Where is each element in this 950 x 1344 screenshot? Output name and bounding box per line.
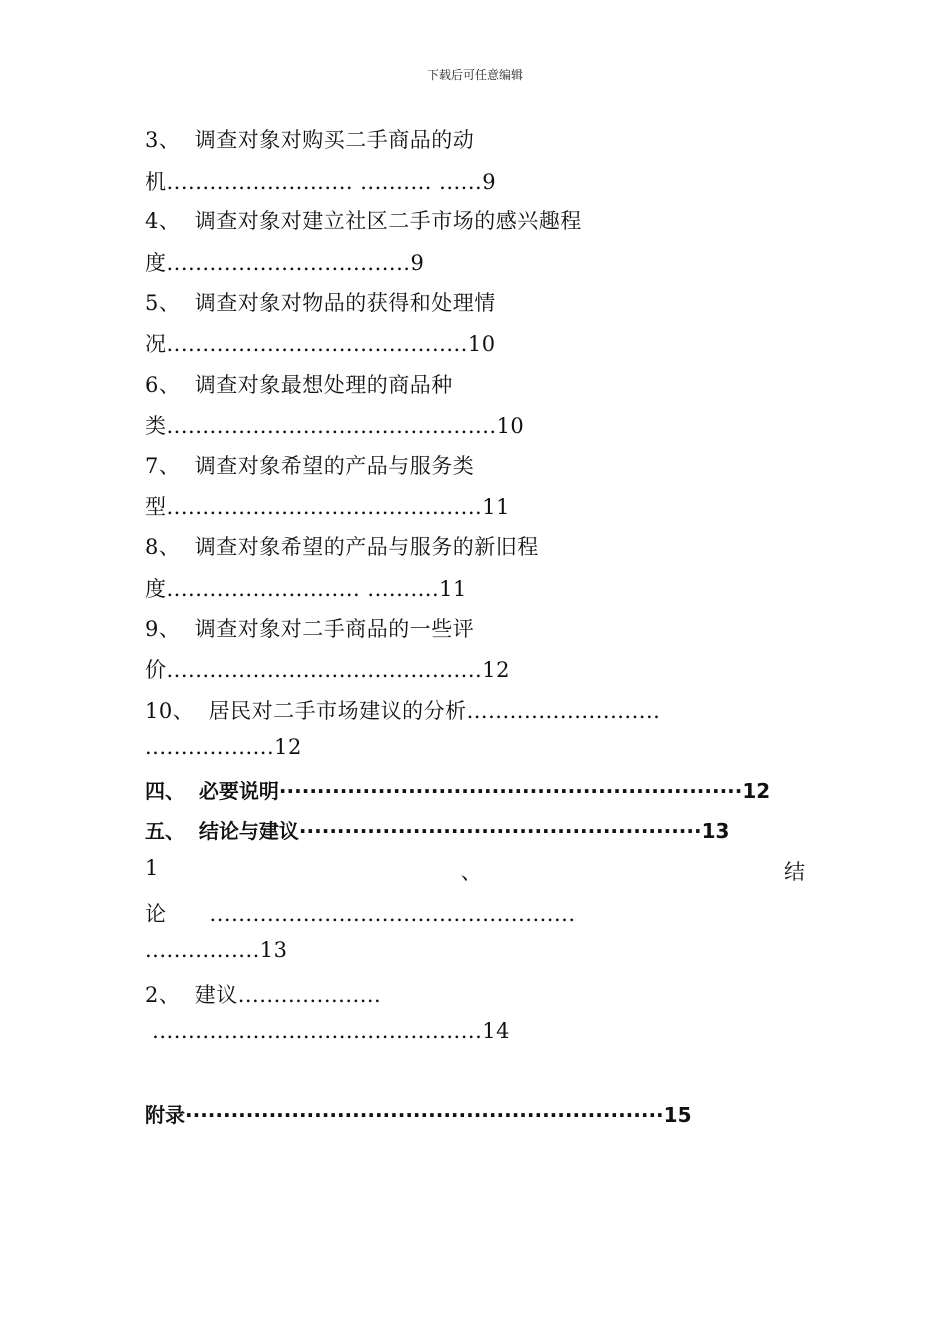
toc-entry[interactable]: 7、 调查对象希望的产品与服务类 bbox=[145, 454, 475, 478]
toc-entry[interactable]: 五、 结论与建议·····················································13 bbox=[145, 819, 730, 843]
toc-entry[interactable]: 9、 调查对象对二手商品的一些评 bbox=[145, 617, 475, 641]
toc-entry[interactable]: 型............................................11 bbox=[145, 495, 510, 519]
toc-entry[interactable]: ................13 bbox=[145, 938, 288, 962]
toc-entry[interactable]: 论 ................................................... bbox=[145, 902, 576, 926]
toc-entry[interactable]: 度........................... ..........11 bbox=[145, 577, 467, 601]
toc-entry-spread[interactable] bbox=[145, 856, 805, 886]
toc-entry[interactable]: 价............................................12 bbox=[145, 658, 510, 682]
toc-entry[interactable]: 5、 调查对象对物品的获得和处理情 bbox=[145, 291, 496, 315]
toc-entry[interactable]: 况..........................................10 bbox=[145, 332, 496, 356]
toc-separator: 、 bbox=[460, 860, 482, 884]
toc-entry[interactable]: ..............................................14 bbox=[145, 1019, 510, 1043]
toc-entry[interactable]: 2、 建议.................... bbox=[145, 983, 382, 1007]
toc-entry[interactable]: 6、 调查对象最想处理的商品种 bbox=[145, 373, 453, 397]
toc-entry[interactable]: 机.......................... .......... ......9 bbox=[145, 170, 497, 194]
toc-entry[interactable]: 类..............................................10 bbox=[145, 414, 525, 438]
page-header: 下载后可任意编辑 bbox=[426, 68, 523, 82]
toc-entry[interactable]: 4、 调查对象对建立社区二手市场的感兴趣程 bbox=[145, 209, 582, 233]
toc-entry[interactable]: 度..................................9 bbox=[145, 251, 425, 275]
toc-number: 1 bbox=[145, 856, 159, 880]
toc-entry[interactable]: 3、 调查对象对购买二手商品的动 bbox=[145, 128, 475, 152]
toc-title-start: 结 bbox=[784, 860, 805, 884]
toc-entry[interactable]: ..................12 bbox=[145, 735, 302, 759]
toc-entry[interactable]: 10、 居民对二手市场建议的分析........................... bbox=[145, 699, 661, 723]
toc-entry[interactable]: 四、 必要说明·····························································12 bbox=[145, 779, 771, 803]
toc-entry[interactable]: 8、 调查对象希望的产品与服务的新旧程 bbox=[145, 535, 539, 559]
toc-entry[interactable]: 附录·······························································15 bbox=[145, 1103, 692, 1127]
